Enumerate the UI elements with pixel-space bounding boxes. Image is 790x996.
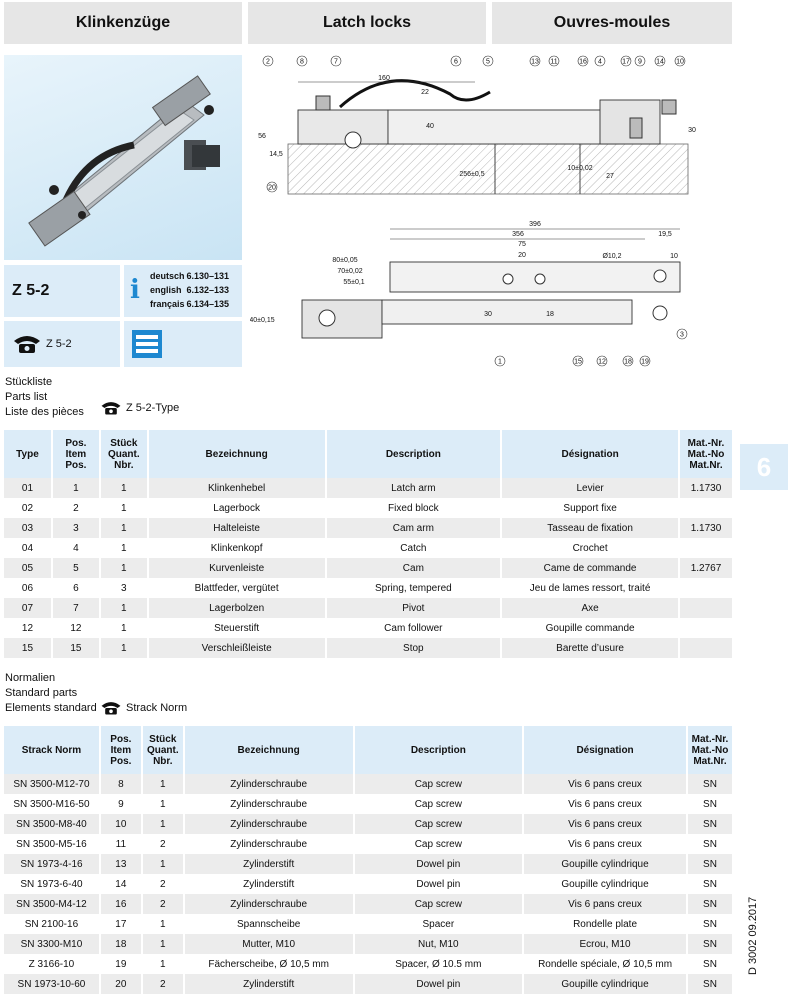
telephone-icon bbox=[12, 333, 42, 355]
callout-16: 16 bbox=[579, 58, 587, 66]
table-cell: Rondelle plate bbox=[523, 914, 687, 934]
callout-8: 8 bbox=[300, 58, 304, 66]
svg-text:19: 19 bbox=[641, 358, 649, 366]
fixed-block-bottom bbox=[302, 300, 382, 338]
svg-text:18: 18 bbox=[624, 358, 632, 366]
table-cell: Blattfeder, vergütet bbox=[148, 578, 326, 598]
table-cell: 2 bbox=[142, 874, 184, 894]
table-cell: 7 bbox=[52, 598, 100, 618]
column-header: Bezeichnung bbox=[184, 726, 354, 774]
table-cell: SN 1973-6-40 bbox=[4, 874, 100, 894]
table-cell: 1 bbox=[100, 478, 148, 498]
latch-lock-illustration bbox=[29, 76, 220, 246]
table-row bbox=[4, 518, 733, 538]
header-en: Latch locks bbox=[248, 2, 486, 44]
table-cell: 06 bbox=[4, 578, 52, 598]
latch-arm bbox=[388, 110, 618, 144]
table-cell: Spannscheibe bbox=[184, 914, 354, 934]
table-cell: Tasseau de fixation bbox=[501, 518, 679, 538]
table-cell: SN 2100-16 bbox=[4, 914, 100, 934]
table-cell: SN 1973-10-60 bbox=[4, 974, 100, 994]
table-cell: Spring, tempered bbox=[326, 578, 502, 598]
svg-text:80±0,05: 80±0,05 bbox=[332, 257, 358, 264]
table-cell: Klinkenhebel bbox=[148, 478, 326, 498]
table-cell: SN bbox=[687, 914, 733, 934]
table-cell bbox=[679, 638, 733, 658]
table-cell: SN 3500-M5-16 bbox=[4, 834, 100, 854]
svg-text:40±0,15: 40±0,15 bbox=[250, 317, 275, 324]
product-photo bbox=[4, 55, 242, 260]
table-cell: 1 bbox=[100, 538, 148, 558]
table-cell: SN bbox=[687, 814, 733, 834]
table-cell: Vis 6 pans creux bbox=[523, 774, 687, 794]
table-row bbox=[4, 618, 733, 638]
table-row bbox=[4, 974, 733, 994]
callout-10: 10 bbox=[676, 58, 684, 66]
svg-text:12: 12 bbox=[598, 358, 606, 366]
table-cell: Barette d’usure bbox=[501, 638, 679, 658]
table-cell: 12 bbox=[4, 618, 52, 638]
table-cell: Vis 6 pans creux bbox=[523, 794, 687, 814]
table-cell: 11 bbox=[100, 834, 142, 854]
table-cell: 5 bbox=[52, 558, 100, 578]
technical-drawing bbox=[250, 52, 730, 372]
table-cell: Nut, M10 bbox=[354, 934, 524, 954]
standard-parts-title: Normalien Standard parts Elements standard bbox=[5, 672, 97, 714]
standard-parts-table bbox=[4, 726, 734, 994]
svg-text:56: 56 bbox=[258, 133, 266, 140]
table-cell: 1 bbox=[100, 558, 148, 578]
column-header: Désignation bbox=[523, 726, 687, 774]
table-cell: 1.1730 bbox=[679, 478, 733, 498]
column-header: Type bbox=[4, 430, 52, 478]
table-cell: 9 bbox=[100, 794, 142, 814]
telephone-icon bbox=[100, 400, 122, 416]
svg-text:22: 22 bbox=[421, 89, 429, 96]
svg-text:Ø10,2: Ø10,2 bbox=[602, 253, 622, 260]
svg-text:20: 20 bbox=[518, 252, 526, 259]
ref-de: deutsch 6.130–131 bbox=[150, 271, 230, 281]
svg-text:18: 18 bbox=[546, 311, 554, 318]
table-row bbox=[4, 934, 733, 954]
table-cell: 16 bbox=[100, 894, 142, 914]
table-header-row bbox=[4, 430, 733, 478]
svg-text:1: 1 bbox=[498, 358, 502, 366]
column-header: Désignation bbox=[501, 430, 679, 478]
svg-text:27: 27 bbox=[606, 173, 614, 180]
table-cell: 18 bbox=[100, 934, 142, 954]
column-header: Pos. Item Pos. bbox=[52, 430, 100, 478]
table-cell: Cam follower bbox=[326, 618, 502, 638]
column-header: Stück Quant. Nbr. bbox=[142, 726, 184, 774]
table-cell: Zylinderschraube bbox=[184, 794, 354, 814]
table-cell: Vis 6 pans creux bbox=[523, 814, 687, 834]
mould-plates bbox=[288, 144, 688, 194]
ref-en: english 6.132–133 bbox=[150, 285, 230, 295]
table-cell: 2 bbox=[142, 974, 184, 994]
column-header: Mat.-Nr. Mat.-No Mat.Nr. bbox=[679, 430, 733, 478]
table-cell: SN 3500-M8-40 bbox=[4, 814, 100, 834]
table-cell: SN bbox=[687, 794, 733, 814]
table-cell: 1 bbox=[100, 518, 148, 538]
table-cell: SN bbox=[687, 934, 733, 954]
svg-text:14,5: 14,5 bbox=[269, 151, 283, 158]
table-cell: 6 bbox=[52, 578, 100, 598]
table-row bbox=[4, 814, 733, 834]
table-cell: 05 bbox=[4, 558, 52, 578]
parts-list-phone-ref: Z 5-2-Type bbox=[100, 400, 179, 416]
table-cell: 2 bbox=[142, 894, 184, 914]
table-cell: SN bbox=[687, 894, 733, 914]
table-cell: 1 bbox=[100, 618, 148, 638]
table-row bbox=[4, 478, 733, 498]
table-cell: Support fixe bbox=[501, 498, 679, 518]
table-cell: Axe bbox=[501, 598, 679, 618]
table-row bbox=[4, 638, 733, 658]
table-cell: 19 bbox=[100, 954, 142, 974]
table-cell: Fächerscheibe, Ø 10,5 mm bbox=[184, 954, 354, 974]
table-cell: Spacer, Ø 10.5 mm bbox=[354, 954, 524, 974]
table-cell: 2 bbox=[52, 498, 100, 518]
table-cell: 17 bbox=[100, 914, 142, 934]
table-cell: 07 bbox=[4, 598, 52, 618]
column-header: Mat.-Nr. Mat.-No Mat.Nr. bbox=[687, 726, 733, 774]
table-row bbox=[4, 774, 733, 794]
table-cell: Stop bbox=[326, 638, 502, 658]
table-row bbox=[4, 598, 733, 618]
table-cell: SN 3300-M10 bbox=[4, 934, 100, 954]
table-cell: Came de commande bbox=[501, 558, 679, 578]
table-cell: 1 bbox=[142, 774, 184, 794]
table-cell: 14 bbox=[100, 874, 142, 894]
table-header-row bbox=[4, 726, 733, 774]
svg-text:70±0,02: 70±0,02 bbox=[337, 268, 363, 275]
table-cell bbox=[679, 618, 733, 638]
table-cell: Rondelle spéciale, Ø 10,5 mm bbox=[523, 954, 687, 974]
table-cell: 3 bbox=[52, 518, 100, 538]
table-cell: Klinkenkopf bbox=[148, 538, 326, 558]
table-cell: 1 bbox=[142, 854, 184, 874]
product-code: Z 5-2 bbox=[4, 265, 120, 317]
info-icon: i bbox=[130, 275, 140, 305]
telephone-icon bbox=[100, 700, 122, 716]
svg-text:19,5: 19,5 bbox=[658, 231, 672, 238]
table-cell: Dowel pin bbox=[354, 854, 524, 874]
parts-list-title: Stückliste Parts list Liste des pièces bbox=[5, 376, 84, 418]
table-row bbox=[4, 914, 733, 934]
table-row bbox=[4, 874, 733, 894]
table-cell: Cap screw bbox=[354, 834, 524, 854]
table-cell: Kurvenleiste bbox=[148, 558, 326, 578]
table-cell: Zylinderstift bbox=[184, 874, 354, 894]
callout-20: 20 bbox=[268, 184, 276, 192]
column-header: Description bbox=[326, 430, 502, 478]
header-de: Klinkenzüge bbox=[4, 2, 242, 44]
svg-text:30: 30 bbox=[484, 311, 492, 318]
table-cell bbox=[679, 538, 733, 558]
column-header: Bezeichnung bbox=[148, 430, 326, 478]
table-cell: 8 bbox=[100, 774, 142, 794]
table-cell: SN bbox=[687, 954, 733, 974]
table-cell: Pivot bbox=[326, 598, 502, 618]
table-cell: SN 3500-M4-12 bbox=[4, 894, 100, 914]
table-cell: Steuerstift bbox=[148, 618, 326, 638]
mold-icon-box bbox=[124, 321, 242, 367]
callout-6: 6 bbox=[454, 58, 458, 66]
table-cell: Z 3166-10 bbox=[4, 954, 100, 974]
table-cell: Lagerbock bbox=[148, 498, 326, 518]
table-cell bbox=[679, 598, 733, 618]
callout-17: 17 bbox=[622, 58, 630, 66]
standard-parts-phone-ref: Strack Norm bbox=[100, 700, 187, 716]
svg-text:55±0,1: 55±0,1 bbox=[343, 279, 365, 286]
table-cell: Jeu de lames ressort, traité bbox=[501, 578, 679, 598]
phone-code: Z 5-2 bbox=[46, 338, 72, 350]
fixed-block bbox=[298, 110, 388, 144]
svg-text:10±0,02: 10±0,02 bbox=[567, 165, 593, 172]
table-cell: Zylinderschraube bbox=[184, 894, 354, 914]
table-cell: SN 3500-M12-70 bbox=[4, 774, 100, 794]
table-cell: 10 bbox=[100, 814, 142, 834]
table-cell: Zylinderstift bbox=[184, 974, 354, 994]
table-cell: Goupille commande bbox=[501, 618, 679, 638]
table-cell: Vis 6 pans creux bbox=[523, 834, 687, 854]
column-header: Strack Norm bbox=[4, 726, 100, 774]
table-cell: Cam arm bbox=[326, 518, 502, 538]
table-cell: 1.2767 bbox=[679, 558, 733, 578]
table-cell: Zylinderschraube bbox=[184, 834, 354, 854]
table-row bbox=[4, 854, 733, 874]
table-row bbox=[4, 578, 733, 598]
svg-text:396: 396 bbox=[529, 221, 541, 228]
table-cell: SN bbox=[687, 974, 733, 994]
callout-14: 14 bbox=[656, 58, 664, 66]
callout-2: 2 bbox=[266, 58, 270, 66]
table-cell: Verschleißleiste bbox=[148, 638, 326, 658]
table-cell: Ecrou, M10 bbox=[523, 934, 687, 954]
table-cell: 20 bbox=[100, 974, 142, 994]
table-cell: 4 bbox=[52, 538, 100, 558]
table-cell: 1 bbox=[100, 498, 148, 518]
table-cell: 1.1730 bbox=[679, 518, 733, 538]
table-row bbox=[4, 954, 733, 974]
svg-text:30: 30 bbox=[688, 127, 696, 134]
table-cell: 2 bbox=[142, 834, 184, 854]
table-cell: Halteleiste bbox=[148, 518, 326, 538]
table-cell: Fixed block bbox=[326, 498, 502, 518]
mold-icon bbox=[124, 321, 242, 367]
latch-arm-bottom bbox=[382, 300, 632, 324]
table-cell: SN 1973-4-16 bbox=[4, 854, 100, 874]
table-cell: SN bbox=[687, 834, 733, 854]
table-cell: 02 bbox=[4, 498, 52, 518]
spring bbox=[340, 81, 490, 107]
table-cell: 15 bbox=[4, 638, 52, 658]
callout-7: 7 bbox=[334, 58, 338, 66]
callout-11: 11 bbox=[550, 58, 558, 66]
table-cell: Latch arm bbox=[326, 478, 502, 498]
table-cell: 03 bbox=[4, 518, 52, 538]
document-code: D 3002 09.2017 bbox=[747, 896, 759, 975]
table-cell bbox=[679, 498, 733, 518]
parts-list-table bbox=[4, 430, 734, 658]
table-row bbox=[4, 538, 733, 558]
table-cell: 12 bbox=[52, 618, 100, 638]
table-row bbox=[4, 794, 733, 814]
table-row bbox=[4, 558, 733, 578]
svg-text:356: 356 bbox=[512, 231, 524, 238]
svg-text:75: 75 bbox=[518, 241, 526, 248]
table-cell: Lagerbolzen bbox=[148, 598, 326, 618]
table-cell: Vis 6 pans creux bbox=[523, 894, 687, 914]
chapter-tab: 6 bbox=[740, 444, 788, 490]
table-cell: Zylinderschraube bbox=[184, 774, 354, 794]
table-cell bbox=[679, 578, 733, 598]
table-cell: 1 bbox=[100, 638, 148, 658]
table-cell: 13 bbox=[100, 854, 142, 874]
table-cell: 1 bbox=[100, 598, 148, 618]
callout-13: 13 bbox=[531, 58, 539, 66]
table-cell: Cap screw bbox=[354, 894, 524, 914]
table-cell: Catch bbox=[326, 538, 502, 558]
table-cell: Zylinderschraube bbox=[184, 814, 354, 834]
table-cell: Dowel pin bbox=[354, 874, 524, 894]
table-cell: Cam bbox=[326, 558, 502, 578]
table-row bbox=[4, 834, 733, 854]
table-cell: Mutter, M10 bbox=[184, 934, 354, 954]
table-cell: 3 bbox=[100, 578, 148, 598]
table-cell: Dowel pin bbox=[354, 974, 524, 994]
column-header: Stück Quant. Nbr. bbox=[100, 430, 148, 478]
table-cell: Spacer bbox=[354, 914, 524, 934]
svg-text:15: 15 bbox=[574, 358, 582, 366]
page-references bbox=[124, 265, 242, 317]
table-cell: Goupille cylindrique bbox=[523, 974, 687, 994]
table-cell: Zylinderstift bbox=[184, 854, 354, 874]
table-cell: 01 bbox=[4, 478, 52, 498]
table-cell: 1 bbox=[142, 914, 184, 934]
table-cell: SN bbox=[687, 874, 733, 894]
table-cell: Cap screw bbox=[354, 794, 524, 814]
column-header: Pos. Item Pos. bbox=[100, 726, 142, 774]
header-fr: Ouvres-moules bbox=[492, 2, 732, 44]
table-cell: 1 bbox=[142, 814, 184, 834]
table-cell: 1 bbox=[142, 954, 184, 974]
table-cell: 04 bbox=[4, 538, 52, 558]
phone-order-box bbox=[4, 321, 120, 367]
table-cell: Cap screw bbox=[354, 774, 524, 794]
table-cell: SN bbox=[687, 774, 733, 794]
table-row bbox=[4, 894, 733, 914]
ref-fr: français 6.134–135 bbox=[150, 299, 230, 309]
table-cell: Goupille cylindrique bbox=[523, 874, 687, 894]
table-cell: SN 3500-M16-50 bbox=[4, 794, 100, 814]
table-cell: 1 bbox=[52, 478, 100, 498]
table-cell: Crochet bbox=[501, 538, 679, 558]
table-cell: Goupille cylindrique bbox=[523, 854, 687, 874]
callout-5: 5 bbox=[486, 58, 490, 66]
svg-text:160: 160 bbox=[378, 75, 390, 82]
table-cell: Levier bbox=[501, 478, 679, 498]
table-cell: SN bbox=[687, 854, 733, 874]
callout-4: 4 bbox=[598, 58, 602, 66]
svg-text:3: 3 bbox=[680, 331, 684, 339]
column-header: Description bbox=[354, 726, 524, 774]
table-row bbox=[4, 498, 733, 518]
table-cell: 1 bbox=[142, 794, 184, 814]
svg-text:256±0,5: 256±0,5 bbox=[459, 171, 485, 178]
svg-text:40: 40 bbox=[426, 123, 434, 130]
table-cell: 1 bbox=[142, 934, 184, 954]
svg-text:10: 10 bbox=[670, 253, 678, 260]
table-cell: 15 bbox=[52, 638, 100, 658]
table-cell: Cap screw bbox=[354, 814, 524, 834]
callout-9: 9 bbox=[638, 58, 642, 66]
